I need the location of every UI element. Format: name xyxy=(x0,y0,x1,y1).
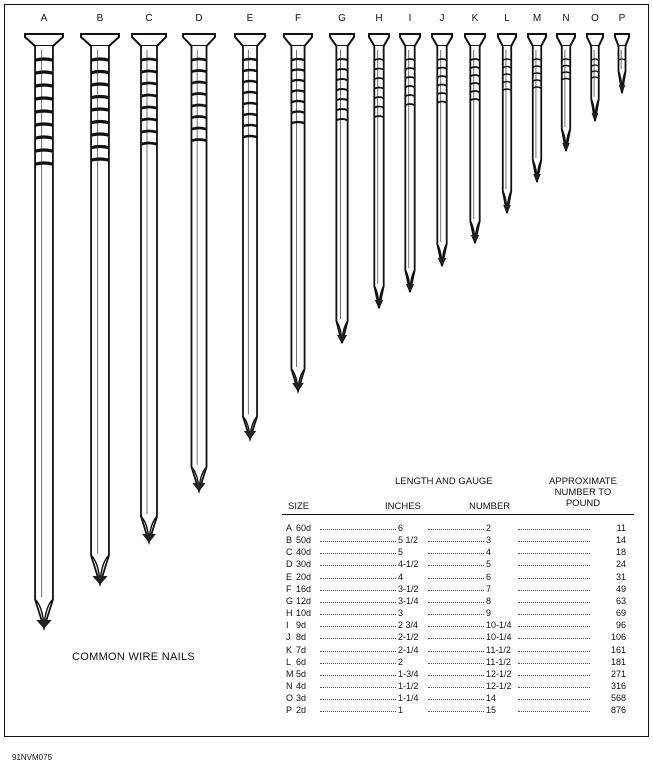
nail-grip-mark xyxy=(292,122,304,123)
nail-grip-mark xyxy=(36,85,52,86)
row-letter: G xyxy=(286,595,294,606)
row-gauge-number: 6 xyxy=(486,571,492,582)
nail-grip-mark xyxy=(244,103,257,104)
row-size: 60d xyxy=(296,523,312,533)
leader-dots xyxy=(518,578,590,579)
row-inches: 2 xyxy=(398,656,404,667)
nail-grip-mark xyxy=(337,119,347,120)
header-size: SIZE xyxy=(288,501,310,512)
row-gauge-number: 11-1/2 xyxy=(486,644,511,655)
nail-head xyxy=(615,34,629,46)
row-size: 10d xyxy=(296,608,312,619)
nail-grip-mark xyxy=(142,71,156,72)
nail-shank xyxy=(503,46,511,213)
leader-dots xyxy=(428,663,484,664)
table-row xyxy=(278,595,638,607)
leader-dots xyxy=(320,553,396,554)
nail-letter: B xyxy=(96,13,104,24)
nail-letter: O xyxy=(591,13,599,24)
row-letter: B xyxy=(286,535,293,546)
nail-head xyxy=(183,34,215,46)
leader-dots xyxy=(320,529,396,530)
leader-dots xyxy=(428,626,484,627)
nail-point xyxy=(37,620,51,628)
nail-grip-mark xyxy=(292,59,304,60)
leader-dots xyxy=(428,687,484,688)
row-per-pound: 24 xyxy=(615,559,626,570)
row-per-pound: 14 xyxy=(615,535,626,546)
leader-dots xyxy=(320,675,396,676)
nail-letter: J xyxy=(439,13,445,24)
row-per-pound: 11 xyxy=(616,523,626,533)
nail-point xyxy=(438,258,446,266)
table-row xyxy=(278,668,638,680)
nail-letter: K xyxy=(471,13,479,24)
row-gauge-number: 14 xyxy=(486,693,497,704)
leader-dots xyxy=(518,590,590,591)
header-rule xyxy=(282,514,634,515)
leader-dots xyxy=(428,602,484,603)
nail-point xyxy=(244,431,255,439)
row-per-pound: 568 xyxy=(610,693,626,704)
nail-grip-mark xyxy=(36,163,52,164)
row-inches: 4-1/2 xyxy=(398,559,419,570)
nail-grip-mark xyxy=(192,94,206,95)
row-gauge-number: 11-1/2 xyxy=(486,656,511,667)
leader-dots xyxy=(518,565,590,566)
nail-shank xyxy=(35,46,53,628)
nail-shank xyxy=(374,46,383,308)
nail-point xyxy=(406,284,414,292)
row-per-pound: 69 xyxy=(615,608,626,619)
table-row xyxy=(278,522,638,534)
leader-dots xyxy=(518,529,590,530)
row-per-pound: 49 xyxy=(615,583,626,594)
nail-grip-mark xyxy=(292,80,304,81)
row-per-pound: 161 xyxy=(610,644,626,655)
nail-grip-mark xyxy=(36,59,52,60)
nail-point xyxy=(293,383,304,391)
leader-dots xyxy=(428,541,484,542)
leader-dots xyxy=(320,578,396,579)
leader-dots xyxy=(320,711,396,712)
nail-grip-mark xyxy=(292,112,304,113)
nail-grip-mark xyxy=(337,79,347,80)
nail-head xyxy=(330,34,354,46)
nail-grip-mark xyxy=(337,89,347,90)
row-gauge-number: 10-1/4 xyxy=(486,620,512,631)
nail-grip-mark xyxy=(192,128,206,129)
nail-head xyxy=(498,34,516,46)
nail-point xyxy=(375,300,383,308)
nail-grip-mark xyxy=(192,117,206,118)
nail-grip-mark xyxy=(244,136,257,137)
row-size: 50d xyxy=(296,535,312,546)
row-size: 30d xyxy=(296,559,312,570)
nail-grip-mark xyxy=(92,72,108,73)
table-row xyxy=(278,534,638,546)
nail-grip-mark xyxy=(244,59,257,60)
nail-grip-mark xyxy=(36,72,52,73)
nail-head xyxy=(432,34,452,46)
nail-point xyxy=(143,534,156,542)
nail-grip-mark xyxy=(337,69,347,70)
row-letter: I xyxy=(286,620,289,631)
nail-grip-mark xyxy=(192,82,206,83)
nail-grip-mark xyxy=(92,109,108,110)
nail-shank xyxy=(243,46,257,439)
row-inches: 2-1/4 xyxy=(398,644,419,655)
leader-dots xyxy=(428,699,484,700)
nail-grip-mark xyxy=(337,59,347,60)
leader-dots xyxy=(518,675,590,676)
leader-dots xyxy=(518,687,590,688)
leader-dots xyxy=(428,614,484,615)
nail-letter: I xyxy=(408,13,412,24)
leader-dots xyxy=(428,711,484,712)
row-inches: 3-1/2 xyxy=(398,583,419,594)
row-letter: C xyxy=(286,547,293,558)
nail-letter: E xyxy=(246,13,254,24)
nail-head xyxy=(528,34,546,46)
header-inches: INCHES xyxy=(385,501,421,512)
row-letter: E xyxy=(286,571,293,582)
nail-grip-mark xyxy=(142,143,156,144)
leader-dots xyxy=(320,626,396,627)
nail-grip-mark xyxy=(92,159,108,160)
nail-head xyxy=(465,34,485,46)
row-size: 12d xyxy=(296,595,312,606)
leader-dots xyxy=(428,553,484,554)
row-per-pound: 271 xyxy=(610,668,626,679)
nail-point xyxy=(592,113,598,121)
nail-head xyxy=(587,34,603,46)
nail-head xyxy=(284,34,312,46)
nail-point xyxy=(619,85,625,93)
nail-shank xyxy=(562,46,570,151)
nail-point xyxy=(337,335,346,343)
row-inches: 1 xyxy=(398,705,404,716)
leader-dots xyxy=(518,699,590,700)
nail-grip-mark xyxy=(36,98,52,99)
row-size: 8d xyxy=(296,632,307,643)
nail-head xyxy=(400,34,420,46)
nail-grip-mark xyxy=(142,131,156,132)
table-row xyxy=(278,656,638,668)
row-letter: L xyxy=(286,656,292,667)
leader-dots xyxy=(428,590,484,591)
nail-grip-mark xyxy=(142,119,156,120)
row-gauge-number: 2 xyxy=(486,523,492,533)
row-gauge-number: 5 xyxy=(486,559,492,570)
row-per-pound: 96 xyxy=(615,620,626,631)
nail-shank xyxy=(591,46,599,121)
header-length-and-gauge: LENGTH AND GAUGE xyxy=(395,476,493,487)
leader-dots xyxy=(428,638,484,639)
nail-grip-mark xyxy=(244,125,257,126)
row-size: 16d xyxy=(296,583,312,594)
nail-grip-mark xyxy=(142,83,156,84)
leader-dots xyxy=(518,626,590,627)
row-inches: 5 xyxy=(398,547,404,558)
nail-grip-mark xyxy=(142,59,156,60)
nail-letter: G xyxy=(338,13,346,24)
nail-grip-mark xyxy=(92,122,108,123)
row-gauge-number: 8 xyxy=(486,595,492,606)
row-inches: 1-1/4 xyxy=(398,693,419,704)
nail-grip-mark xyxy=(337,109,347,110)
table-row xyxy=(278,704,638,716)
nail-letter: F xyxy=(294,13,302,24)
nail-point xyxy=(93,576,107,584)
leader-dots xyxy=(320,614,396,615)
nail-letter: N xyxy=(562,13,570,24)
nail-point xyxy=(534,174,541,182)
table-row xyxy=(278,558,638,570)
row-gauge-number: 10-1/4 xyxy=(486,632,512,643)
row-size: 7d xyxy=(296,644,307,655)
nail-grip-mark xyxy=(92,147,108,148)
nail-head xyxy=(25,34,63,46)
row-inches: 6 xyxy=(398,523,404,533)
nail-letter: D xyxy=(195,13,203,24)
row-inches: 2-1/2 xyxy=(398,632,419,643)
row-inches: 2 3/4 xyxy=(398,620,419,631)
nail-letter: A xyxy=(40,13,48,24)
leader-dots xyxy=(518,602,590,603)
nail-grip-mark xyxy=(192,105,206,106)
row-inches: 3 xyxy=(398,608,404,619)
nail-grip-mark xyxy=(36,150,52,151)
row-inches: 3-1/4 xyxy=(398,595,419,606)
table-row xyxy=(278,619,638,631)
leader-dots xyxy=(320,565,396,566)
row-letter: A xyxy=(286,523,293,533)
leader-dots xyxy=(428,529,484,530)
row-per-pound: 316 xyxy=(610,680,626,691)
leader-dots xyxy=(428,578,484,579)
leader-dots xyxy=(320,651,396,652)
nail-point xyxy=(504,205,511,213)
figure-id: 91NVM075 xyxy=(12,753,53,762)
row-letter: F xyxy=(286,583,292,594)
nail-head xyxy=(81,34,119,46)
nail-shank xyxy=(405,46,414,292)
table-row xyxy=(278,631,638,643)
leader-dots xyxy=(320,590,396,591)
nail-grip-mark xyxy=(192,140,206,141)
row-size: 2d xyxy=(296,705,307,716)
nail-letter: M xyxy=(532,13,542,24)
table-row xyxy=(278,680,638,692)
nail-head xyxy=(557,34,575,46)
nail-grip-mark xyxy=(36,137,52,138)
nail-grip-mark xyxy=(292,70,304,71)
leader-dots xyxy=(518,711,590,712)
leader-dots xyxy=(518,638,590,639)
row-per-pound: 18 xyxy=(615,547,626,558)
nail-grip-mark xyxy=(244,114,257,115)
leader-dots xyxy=(320,699,396,700)
row-inches: 1-1/2 xyxy=(398,680,419,691)
leader-dots xyxy=(518,663,590,664)
row-size: 20d xyxy=(296,571,312,582)
nail-letter: L xyxy=(504,13,510,24)
leader-dots xyxy=(320,687,396,688)
nail-grip-mark xyxy=(92,59,108,60)
row-inches: 1-3/4 xyxy=(398,668,419,679)
row-per-pound: 876 xyxy=(610,705,626,716)
table-row xyxy=(278,692,638,704)
row-per-pound: 31 xyxy=(615,571,626,582)
row-inches: 4 xyxy=(398,571,404,582)
nail-letter: P xyxy=(618,13,626,24)
nail-grip-mark xyxy=(244,70,257,71)
leader-dots xyxy=(428,675,484,676)
table-row xyxy=(278,607,638,619)
nail-grip-mark xyxy=(244,81,257,82)
nail-grip-mark xyxy=(142,107,156,108)
nail-grip-mark xyxy=(244,92,257,93)
header-number: NUMBER xyxy=(469,501,511,512)
row-size: 6d xyxy=(296,656,307,667)
row-gauge-number: 3 xyxy=(486,535,492,546)
nail-shank xyxy=(291,46,304,391)
row-letter: O xyxy=(286,693,294,704)
leader-dots xyxy=(518,614,590,615)
nail-grip-mark xyxy=(92,97,108,98)
nail-grip-mark xyxy=(92,134,108,135)
nail-grip-mark xyxy=(292,101,304,102)
nail-letter: C xyxy=(145,13,153,24)
nail-grip-mark xyxy=(192,59,206,60)
row-per-pound: 106 xyxy=(610,632,626,643)
nail-point xyxy=(193,483,205,491)
row-letter: N xyxy=(286,680,293,691)
row-letter: K xyxy=(286,644,293,655)
table-row xyxy=(278,583,638,595)
row-letter: H xyxy=(286,608,293,619)
header-approx-per-pound: APPROXIMATE NUMBER TO POUND xyxy=(549,476,617,509)
row-per-pound: 181 xyxy=(610,656,626,667)
nail-letter: H xyxy=(375,13,383,24)
row-size: 9d xyxy=(296,620,307,631)
nail-grip-mark xyxy=(92,84,108,85)
row-letter: M xyxy=(286,668,294,679)
nail-grip-mark xyxy=(36,124,52,125)
nail-grip-mark xyxy=(142,95,156,96)
leader-dots xyxy=(428,651,484,652)
leader-dots xyxy=(320,663,396,664)
nail-head xyxy=(235,34,265,46)
leader-dots xyxy=(428,565,484,566)
leader-dots xyxy=(518,651,590,652)
table-row xyxy=(278,644,638,656)
row-size: 40d xyxy=(296,547,312,558)
row-inches: 5 1/2 xyxy=(398,535,419,546)
figure-caption: COMMON WIRE NAILS xyxy=(72,651,196,663)
nail-point xyxy=(471,235,479,243)
row-size: 3d xyxy=(296,693,307,704)
nail-grip-mark xyxy=(292,91,304,92)
nail-grip-mark xyxy=(36,111,52,112)
row-size: 4d xyxy=(296,680,307,691)
nail-point xyxy=(563,143,570,151)
row-size: 5d xyxy=(296,668,307,679)
leader-dots xyxy=(320,638,396,639)
row-gauge-number: 4 xyxy=(486,547,492,558)
leader-dots xyxy=(320,602,396,603)
nail-grip-mark xyxy=(337,99,347,100)
row-gauge-number: 7 xyxy=(486,583,492,594)
nail-grip-mark xyxy=(192,71,206,72)
nail-shank xyxy=(91,46,109,584)
leader-dots xyxy=(518,541,590,542)
row-gauge-number: 12-1/2 xyxy=(486,680,512,691)
nail-head xyxy=(132,34,166,46)
leader-dots xyxy=(518,553,590,554)
row-letter: P xyxy=(286,705,293,716)
nail-shank xyxy=(191,46,206,491)
leader-dots xyxy=(320,541,396,542)
row-letter: D xyxy=(286,559,293,570)
row-per-pound: 63 xyxy=(615,595,626,606)
table-row xyxy=(278,546,638,558)
row-gauge-number: 15 xyxy=(486,705,497,716)
row-letter: J xyxy=(286,632,291,643)
nail-head xyxy=(369,34,389,46)
row-gauge-number: 12-1/2 xyxy=(486,668,512,679)
table-row xyxy=(278,571,638,583)
row-gauge-number: 9 xyxy=(486,608,492,619)
nail-shank xyxy=(437,46,446,266)
